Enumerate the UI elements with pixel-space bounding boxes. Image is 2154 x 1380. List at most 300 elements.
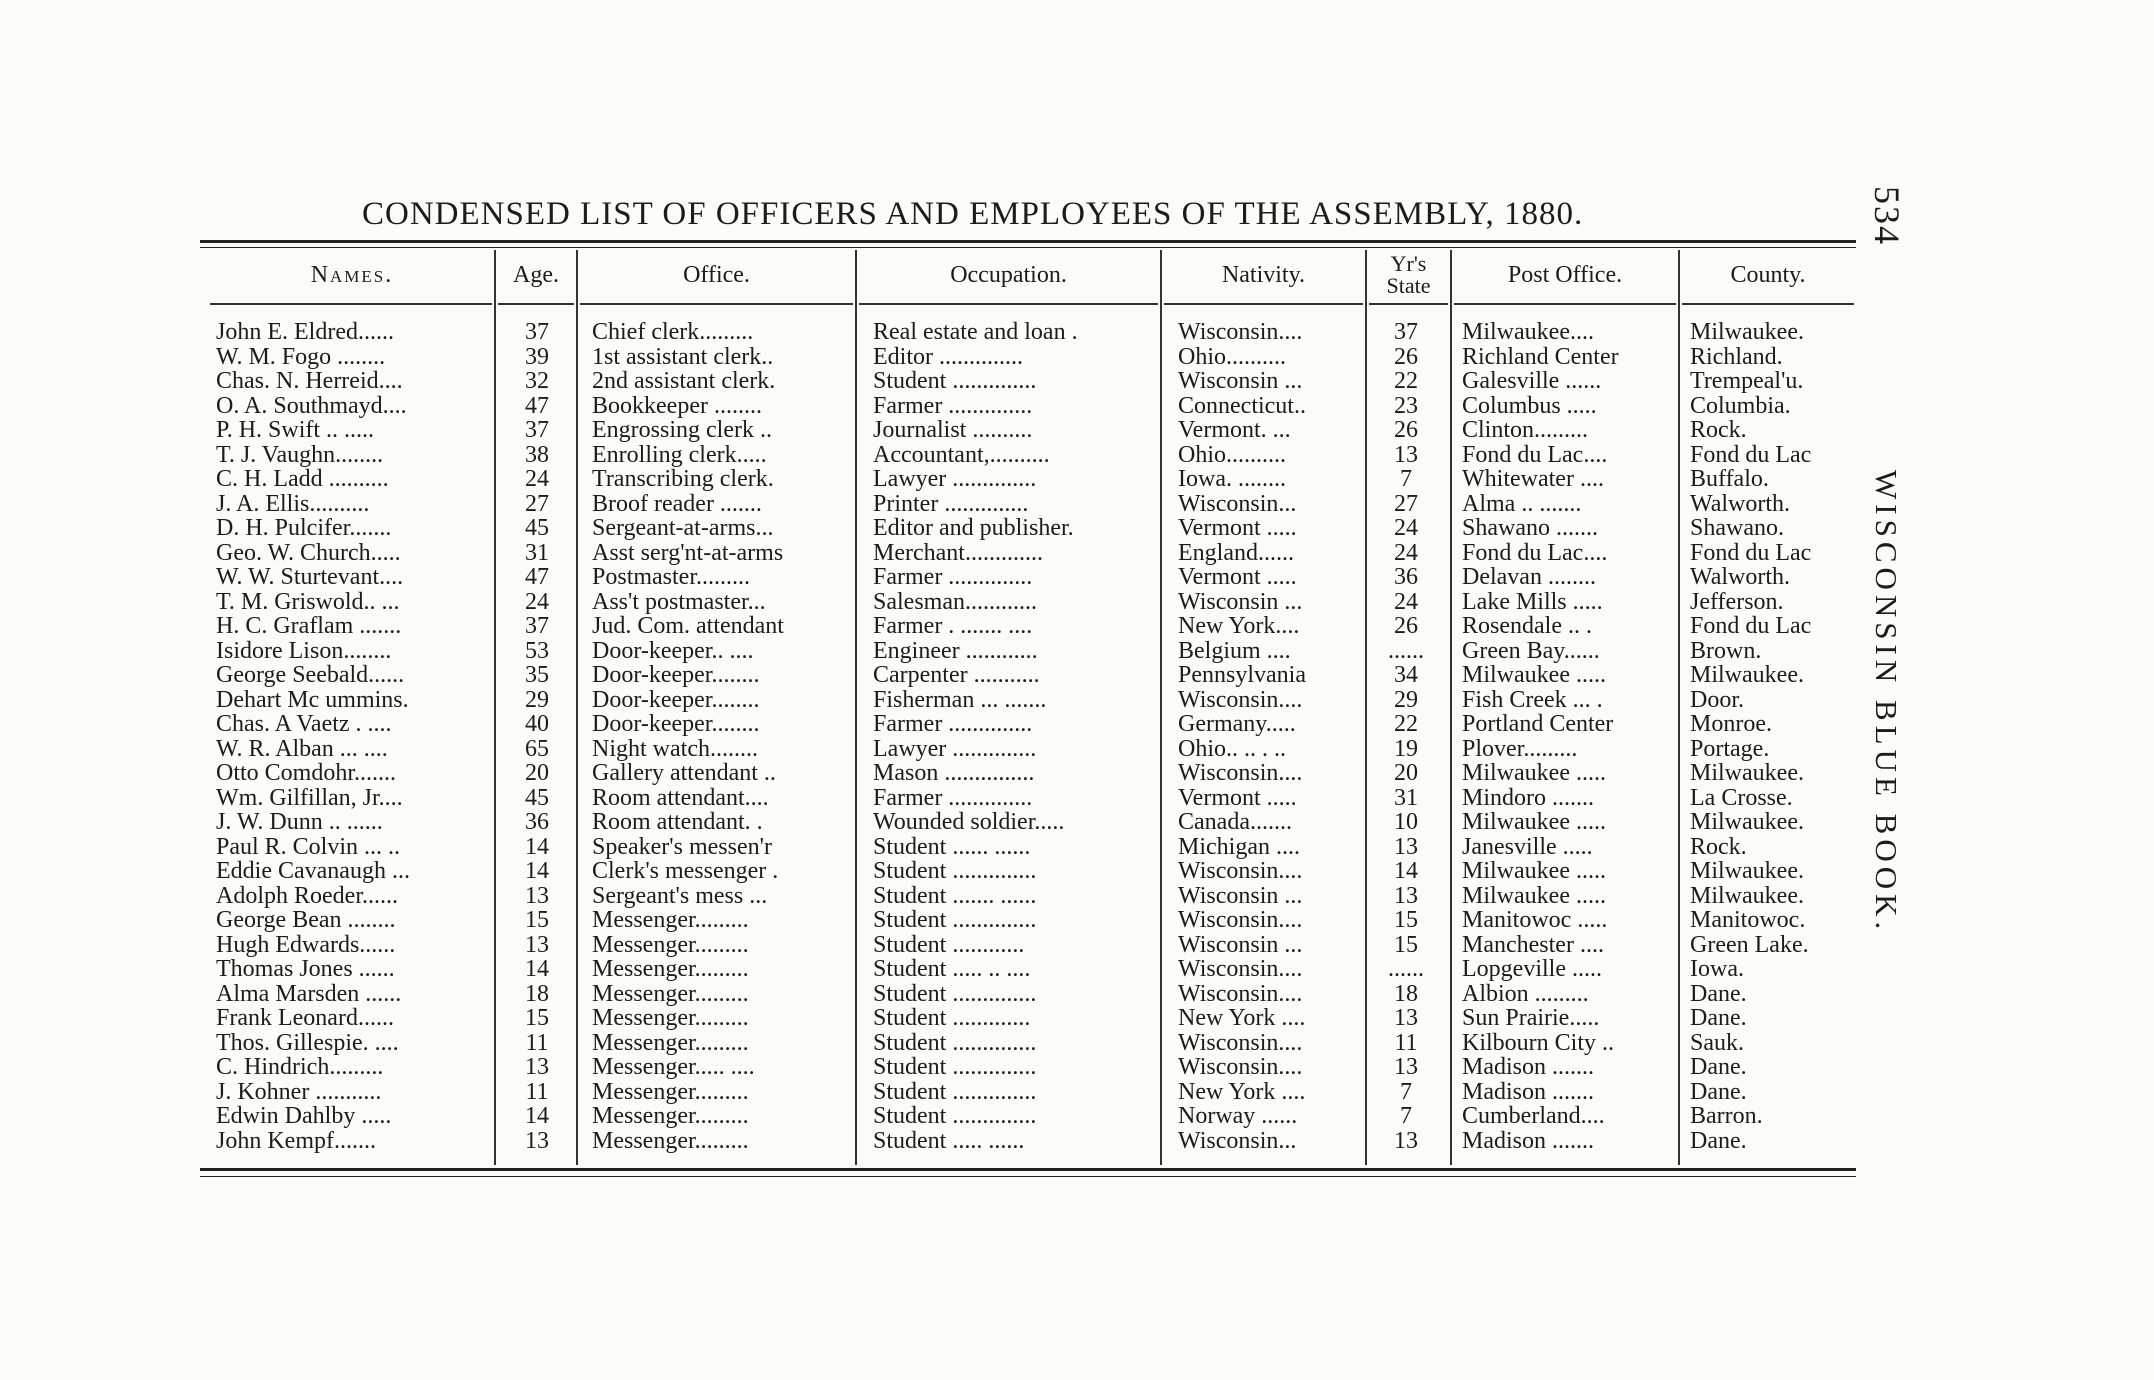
cell-post-office: Richland Center <box>1462 344 1619 369</box>
cell-nativity: Ohio.......... <box>1178 442 1286 467</box>
table-row <box>0 908 2154 933</box>
cell-name: John Kempf....... <box>216 1128 376 1153</box>
table-row <box>0 957 2154 982</box>
cell-office: Door-keeper........ <box>592 712 760 737</box>
cell-nativity: Vermont ..... <box>1178 565 1297 590</box>
cell-age: 14 <box>525 1104 549 1129</box>
cell-name: Edwin Dahlby ..... <box>216 1104 392 1129</box>
cell-office: Jud. Com. attendant <box>592 614 784 639</box>
table-row <box>0 810 2154 835</box>
running-head-side: WISCONSIN BLUE BOOK. <box>1869 470 1904 935</box>
cell-office: 2nd assistant clerk. <box>592 369 776 394</box>
cell-age: 27 <box>525 491 549 516</box>
cell-age: 47 <box>525 565 549 590</box>
cell-years-in-state: 24 <box>1394 516 1418 541</box>
cell-years-in-state: 22 <box>1394 369 1418 394</box>
cell-name: Isidore Lison........ <box>216 638 392 663</box>
cell-age: 24 <box>525 467 549 492</box>
cell-age: 32 <box>525 369 549 394</box>
cell-years-in-state: 27 <box>1394 491 1418 516</box>
cell-occupation: Student .............. <box>873 859 1037 884</box>
cell-years-in-state: 13 <box>1394 883 1418 908</box>
cell-post-office: Columbus ..... <box>1462 393 1597 418</box>
cell-nativity: New York .... <box>1178 1079 1306 1104</box>
cell-nativity: Vermont ..... <box>1178 516 1297 541</box>
cell-name: John E. Eldred...... <box>216 320 394 345</box>
cell-county: Rock. <box>1690 834 1747 859</box>
cell-years-in-state: 26 <box>1394 418 1418 443</box>
cell-name: Chas. N. Herreid.... <box>216 369 403 394</box>
cell-post-office: Madison ....... <box>1462 1128 1594 1153</box>
table-row <box>0 443 2154 468</box>
cell-post-office: Albion ......... <box>1462 981 1589 1006</box>
cell-nativity: Wisconsin.... <box>1178 957 1303 982</box>
bottom-rule-thin <box>200 1176 1856 1177</box>
cell-office: Transcribing clerk. <box>592 467 774 492</box>
cell-county: Jefferson. <box>1690 589 1784 614</box>
cell-occupation: Student .............. <box>873 369 1037 394</box>
cell-years-in-state: 13 <box>1394 1128 1418 1153</box>
cell-nativity: Ohio.......... <box>1178 344 1286 369</box>
header-office: Office. <box>683 262 750 288</box>
cell-years-in-state: 15 <box>1394 932 1418 957</box>
cell-nativity: Wisconsin.... <box>1178 687 1303 712</box>
cell-name: W. R. Alban ... .... <box>216 736 388 761</box>
top-rule <box>200 240 1856 243</box>
cell-nativity: Wisconsin ... <box>1178 932 1303 957</box>
cell-age: 14 <box>525 834 549 859</box>
cell-nativity: Germany..... <box>1178 712 1296 737</box>
header-years-line1: Yr's <box>1390 251 1427 276</box>
cell-name: George Seebald...... <box>216 663 405 688</box>
table-row <box>0 590 2154 615</box>
cell-nativity: New York.... <box>1178 614 1300 639</box>
cell-office: Door-keeper........ <box>592 687 760 712</box>
cell-occupation: Farmer .............. <box>873 565 1033 590</box>
cell-years-in-state: 7 <box>1400 1104 1412 1129</box>
cell-county: Manitowoc. <box>1690 908 1806 933</box>
cell-years-in-state: ...... <box>1388 957 1424 982</box>
table-row <box>0 884 2154 909</box>
cell-age: 35 <box>525 663 549 688</box>
cell-name: Thomas Jones ...... <box>216 957 395 982</box>
header-age: Age. <box>513 262 559 288</box>
cell-post-office: Mindoro ....... <box>1462 785 1594 810</box>
cell-years-in-state: 14 <box>1394 859 1418 884</box>
cell-occupation: Real estate and loan . <box>873 320 1078 345</box>
header-underline <box>580 303 853 305</box>
table-row <box>0 418 2154 443</box>
cell-age: 11 <box>525 1030 549 1055</box>
cell-age: 18 <box>525 981 549 1006</box>
header-years-in-state <box>1367 250 1450 300</box>
header-post-office: Post Office. <box>1507 262 1623 288</box>
cell-occupation: Student ..... .. .... <box>873 957 1031 982</box>
cell-occupation: Farmer .............. <box>873 712 1033 737</box>
cell-office: Clerk's messenger . <box>592 859 779 884</box>
table-row <box>0 761 2154 786</box>
cell-county: Fond du Lac <box>1690 540 1812 565</box>
cell-county: Iowa. <box>1690 957 1744 982</box>
cell-post-office: Whitewater .... <box>1462 467 1604 492</box>
cell-occupation: Merchant............. <box>873 540 1043 565</box>
cell-occupation: Salesman............ <box>873 589 1037 614</box>
cell-county: Buffalo. <box>1690 467 1769 492</box>
table-row <box>0 1104 2154 1129</box>
cell-occupation: Student ............ <box>873 932 1025 957</box>
cell-age: 13 <box>525 1055 549 1080</box>
cell-occupation: Editor and publisher. <box>873 516 1074 541</box>
table-row <box>0 565 2154 590</box>
cell-county: Shawano. <box>1690 516 1784 541</box>
cell-post-office: Milwaukee ..... <box>1462 810 1606 835</box>
cell-post-office: Fish Creek ... . <box>1462 687 1603 712</box>
cell-nativity: Ohio.. .. . .. <box>1178 736 1286 761</box>
cell-years-in-state: 37 <box>1394 320 1418 345</box>
cell-occupation: Engineer ............ <box>873 638 1038 663</box>
cell-nativity: Wisconsin.... <box>1178 761 1303 786</box>
cell-office: Messenger......... <box>592 1030 749 1055</box>
cell-post-office: Sun Prairie..... <box>1462 1006 1600 1031</box>
cell-office: Messenger..... .... <box>592 1055 755 1080</box>
cell-post-office: Cumberland.... <box>1462 1104 1605 1129</box>
cell-name: Paul R. Colvin ... .. <box>216 834 401 859</box>
cell-nativity: Vermont ..... <box>1178 785 1297 810</box>
cell-office: Room attendant. . <box>592 810 763 835</box>
cell-name: Hugh Edwards...... <box>216 932 396 957</box>
cell-years-in-state: 7 <box>1400 467 1412 492</box>
cell-name: Dehart Mc ummins. <box>216 687 409 712</box>
cell-occupation: Student ...... ...... <box>873 834 1031 859</box>
table-row <box>0 394 2154 419</box>
header-occupation: Occupation. <box>950 262 1067 288</box>
cell-post-office: Milwaukee ..... <box>1462 761 1606 786</box>
cell-age: 24 <box>525 589 549 614</box>
cell-years-in-state: 29 <box>1394 687 1418 712</box>
cell-name: Alma Marsden ...... <box>216 981 402 1006</box>
cell-years-in-state: 15 <box>1394 908 1418 933</box>
table-row <box>0 369 2154 394</box>
cell-age: 37 <box>525 614 549 639</box>
cell-years-in-state: 36 <box>1394 565 1418 590</box>
cell-post-office: Green Bay...... <box>1462 638 1600 663</box>
cell-county: Fond du Lac <box>1690 442 1812 467</box>
cell-age: 65 <box>525 736 549 761</box>
cell-post-office: Janesville ..... <box>1462 834 1593 859</box>
cell-nativity: Pennsylvania <box>1178 663 1306 688</box>
table-row <box>0 859 2154 884</box>
cell-post-office: Lake Mills ..... <box>1462 589 1603 614</box>
cell-county: Sauk. <box>1690 1030 1744 1055</box>
cell-office: Gallery attendant .. <box>592 761 776 786</box>
cell-office: Broof reader ....... <box>592 491 762 516</box>
cell-name: W. M. Fogo ........ <box>216 344 386 369</box>
cell-name: J. A. Ellis.......... <box>216 491 370 516</box>
cell-county: Dane. <box>1690 981 1747 1006</box>
cell-occupation: Student ....... ...... <box>873 883 1037 908</box>
cell-nativity: Iowa. ........ <box>1178 467 1286 492</box>
cell-occupation: Student .............. <box>873 1030 1037 1055</box>
top-rule-thin <box>200 247 1856 248</box>
cell-county: Green Lake. <box>1690 932 1809 957</box>
cell-years-in-state: 10 <box>1394 810 1418 835</box>
cell-years-in-state: 26 <box>1394 344 1418 369</box>
cell-office: Enrolling clerk..... <box>592 442 767 467</box>
cell-post-office: Milwaukee.... <box>1462 320 1594 345</box>
cell-office: Door-keeper........ <box>592 663 760 688</box>
cell-nativity: Wisconsin... <box>1178 1128 1297 1153</box>
cell-office: Ass't postmaster... <box>592 589 766 614</box>
table-row <box>0 1031 2154 1056</box>
page-title: CONDENSED LIST OF OFFICERS AND EMPLOYEES OF THE ASSEMBLY, 1880. <box>362 196 1584 232</box>
cell-county: Door. <box>1690 687 1744 712</box>
cell-age: 36 <box>525 810 549 835</box>
cell-county: Dane. <box>1690 1079 1747 1104</box>
cell-age: 15 <box>525 1006 549 1031</box>
cell-county: La Crosse. <box>1690 785 1793 810</box>
header-underline <box>1454 303 1676 305</box>
cell-years-in-state: 34 <box>1394 663 1418 688</box>
cell-county: Fond du Lac <box>1690 614 1812 639</box>
header-years-line2: State <box>1386 273 1431 298</box>
cell-name: D. H. Pulcifer....... <box>216 516 392 541</box>
header-underline <box>1369 303 1448 305</box>
header-county: County. <box>1730 262 1806 288</box>
header-underline <box>859 303 1158 305</box>
cell-nativity: Wisconsin.... <box>1178 908 1303 933</box>
cell-name: Chas. A Vaetz . .... <box>216 712 392 737</box>
cell-post-office: Manchester .... <box>1462 932 1604 957</box>
cell-age: 37 <box>525 418 549 443</box>
cell-nativity: Belgium .... <box>1178 638 1291 663</box>
cell-name: George Bean ........ <box>216 908 396 933</box>
cell-years-in-state: 13 <box>1394 834 1418 859</box>
cell-occupation: Wounded soldier..... <box>873 810 1065 835</box>
cell-office: Messenger......... <box>592 908 749 933</box>
cell-age: 13 <box>525 883 549 908</box>
cell-years-in-state: 7 <box>1400 1079 1412 1104</box>
cell-name: Frank Leonard...... <box>216 1006 394 1031</box>
cell-county: Richland. <box>1690 344 1783 369</box>
cell-years-in-state: 24 <box>1394 589 1418 614</box>
cell-county: Columbia. <box>1690 393 1791 418</box>
cell-office: Messenger......... <box>592 1104 749 1129</box>
cell-age: 13 <box>525 1128 549 1153</box>
cell-county: Monroe. <box>1690 712 1772 737</box>
cell-age: 31 <box>525 540 549 565</box>
cell-occupation: Journalist .......... <box>873 418 1033 443</box>
cell-name: J. W. Dunn .. ...... <box>216 810 383 835</box>
cell-occupation: Lawyer .............. <box>873 736 1037 761</box>
cell-years-in-state: 22 <box>1394 712 1418 737</box>
cell-post-office: Delavan ........ <box>1462 565 1596 590</box>
cell-post-office: Fond du Lac.... <box>1462 540 1608 565</box>
cell-post-office: Kilbourn City .. <box>1462 1030 1615 1055</box>
cell-years-in-state: 19 <box>1394 736 1418 761</box>
cell-county: Brown. <box>1690 638 1762 663</box>
cell-age: 15 <box>525 908 549 933</box>
cell-office: Engrossing clerk .. <box>592 418 772 443</box>
cell-age: 45 <box>525 516 549 541</box>
table-row <box>0 541 2154 566</box>
cell-post-office: Manitowoc ..... <box>1462 908 1608 933</box>
cell-county: Barron. <box>1690 1104 1763 1129</box>
cell-county: Walworth. <box>1690 565 1791 590</box>
cell-county: Dane. <box>1690 1006 1747 1031</box>
cell-nativity: Wisconsin.... <box>1178 981 1303 1006</box>
cell-years-in-state: ...... <box>1388 638 1424 663</box>
cell-office: Sergeant-at-arms... <box>592 516 774 541</box>
cell-name: T. J. Vaughn........ <box>216 442 384 467</box>
table-row <box>0 982 2154 1007</box>
cell-years-in-state: 11 <box>1394 1030 1418 1055</box>
cell-occupation: Lawyer .............. <box>873 467 1037 492</box>
cell-occupation: Fisherman ... ....... <box>873 687 1047 712</box>
table-row <box>0 639 2154 664</box>
table-row <box>0 933 2154 958</box>
cell-office: Messenger......... <box>592 957 749 982</box>
cell-county: Portage. <box>1690 736 1770 761</box>
cell-nativity: Michigan .... <box>1178 834 1300 859</box>
table-row <box>0 516 2154 541</box>
cell-age: 14 <box>525 859 549 884</box>
table-row <box>0 345 2154 370</box>
cell-age: 39 <box>525 344 549 369</box>
table-row <box>0 614 2154 639</box>
cell-years-in-state: 31 <box>1394 785 1418 810</box>
cell-years-in-state: 13 <box>1394 1055 1418 1080</box>
cell-occupation: Student .............. <box>873 1079 1037 1104</box>
cell-office: Postmaster......... <box>592 565 751 590</box>
cell-county: Milwaukee. <box>1690 320 1804 345</box>
cell-name: H. C. Graflam ....... <box>216 614 402 639</box>
cell-age: 53 <box>525 638 549 663</box>
cell-occupation: Student ............. <box>873 1006 1031 1031</box>
cell-office: Bookkeeper ........ <box>592 393 762 418</box>
bottom-rule <box>200 1168 1856 1171</box>
cell-name: W. W. Sturtevant.... <box>216 565 404 590</box>
cell-office: Room attendant.... <box>592 785 769 810</box>
cell-occupation: Student .............. <box>873 981 1037 1006</box>
table-row <box>0 492 2154 517</box>
cell-occupation: Student .............. <box>873 908 1037 933</box>
cell-county: Milwaukee. <box>1690 810 1804 835</box>
cell-post-office: Galesville ...... <box>1462 369 1602 394</box>
cell-age: 14 <box>525 957 549 982</box>
cell-occupation: Farmer . ....... .... <box>873 614 1033 639</box>
cell-nativity: England...... <box>1178 540 1294 565</box>
cell-age: 40 <box>525 712 549 737</box>
table-row <box>0 320 2154 345</box>
cell-nativity: Wisconsin... <box>1178 491 1297 516</box>
header-underline <box>1682 303 1854 305</box>
cell-office: Messenger......... <box>592 981 749 1006</box>
cell-occupation: Mason ............... <box>873 761 1035 786</box>
table-row <box>0 467 2154 492</box>
cell-occupation: Student .............. <box>873 1104 1037 1129</box>
table-row <box>0 688 2154 713</box>
cell-nativity: New York .... <box>1178 1006 1306 1031</box>
cell-nativity: Canada....... <box>1178 810 1292 835</box>
cell-name: Eddie Cavanaugh ... <box>216 859 410 884</box>
cell-occupation: Farmer .............. <box>873 785 1033 810</box>
cell-nativity: Connecticut.. <box>1178 393 1306 418</box>
cell-nativity: Wisconsin.... <box>1178 320 1303 345</box>
cell-office: Messenger......... <box>592 932 749 957</box>
cell-name: P. H. Swift .. ..... <box>216 418 375 443</box>
cell-age: 37 <box>525 320 549 345</box>
table-row <box>0 1006 2154 1031</box>
cell-name: Otto Comdohr....... <box>216 761 397 786</box>
cell-name: Adolph Roeder...... <box>216 883 398 908</box>
cell-post-office: Clinton......... <box>1462 418 1589 443</box>
header-underline <box>498 303 574 305</box>
header-underline <box>210 303 492 305</box>
cell-nativity: Wisconsin.... <box>1178 1055 1303 1080</box>
cell-occupation: Editor .............. <box>873 344 1023 369</box>
cell-county: Trempeal'u. <box>1690 369 1804 394</box>
cell-years-in-state: 18 <box>1394 981 1418 1006</box>
header-underline <box>1164 303 1363 305</box>
cell-years-in-state: 13 <box>1394 442 1418 467</box>
cell-post-office: Portland Center <box>1462 712 1614 737</box>
cell-name: Geo. W. Church..... <box>216 540 401 565</box>
cell-years-in-state: 24 <box>1394 540 1418 565</box>
cell-occupation: Printer .............. <box>873 491 1029 516</box>
cell-nativity: Wisconsin ... <box>1178 589 1303 614</box>
cell-occupation: Student ..... ...... <box>873 1128 1025 1153</box>
table-row <box>0 835 2154 860</box>
cell-post-office: Rosendale .. . <box>1462 614 1592 639</box>
cell-name: C. H. Ladd .......... <box>216 467 389 492</box>
cell-post-office: Shawano ....... <box>1462 516 1598 541</box>
cell-county: Dane. <box>1690 1055 1747 1080</box>
cell-office: 1st assistant clerk.. <box>592 344 774 369</box>
cell-age: 29 <box>525 687 549 712</box>
cell-age: 13 <box>525 932 549 957</box>
cell-nativity: Norway ...... <box>1178 1104 1298 1129</box>
cell-county: Walworth. <box>1690 491 1791 516</box>
cell-office: Messenger......... <box>592 1079 749 1104</box>
cell-post-office: Lopgeville ..... <box>1462 957 1602 982</box>
cell-nativity: Wisconsin ... <box>1178 369 1303 394</box>
cell-years-in-state: 20 <box>1394 761 1418 786</box>
cell-nativity: Wisconsin.... <box>1178 859 1303 884</box>
cell-county: Milwaukee. <box>1690 761 1804 786</box>
table-row <box>0 1080 2154 1105</box>
cell-post-office: Alma .. ....... <box>1462 491 1582 516</box>
cell-post-office: Plover......... <box>1462 736 1578 761</box>
cell-office: Speaker's messen'r <box>592 834 772 859</box>
cell-post-office: Fond du Lac.... <box>1462 442 1608 467</box>
cell-post-office: Madison ....... <box>1462 1055 1594 1080</box>
cell-age: 38 <box>525 442 549 467</box>
cell-age: 20 <box>525 761 549 786</box>
cell-post-office: Madison ....... <box>1462 1079 1594 1104</box>
page-number: 534 <box>1867 186 1907 246</box>
table-row <box>0 737 2154 762</box>
cell-county: Milwaukee. <box>1690 859 1804 884</box>
cell-county: Rock. <box>1690 418 1747 443</box>
cell-name: C. Hindrich......... <box>216 1055 384 1080</box>
cell-nativity: Wisconsin ... <box>1178 883 1303 908</box>
cell-occupation: Farmer .............. <box>873 393 1033 418</box>
table-row <box>0 663 2154 688</box>
cell-years-in-state: 13 <box>1394 1006 1418 1031</box>
cell-county: Milwaukee. <box>1690 663 1804 688</box>
header-names: Names. <box>310 262 394 288</box>
cell-age: 45 <box>525 785 549 810</box>
